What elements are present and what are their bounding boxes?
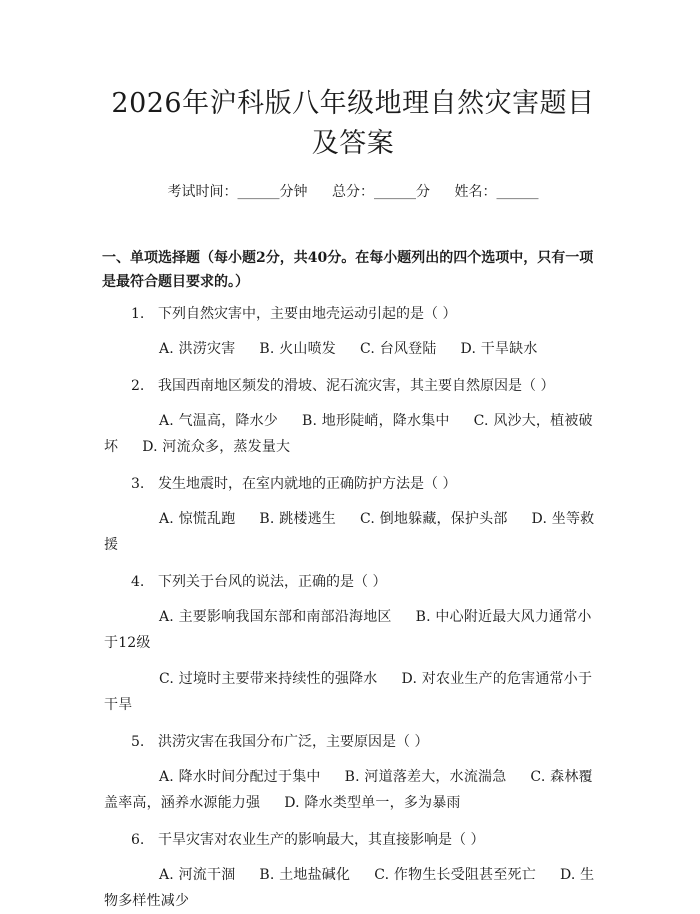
- question-number: 3.: [131, 476, 145, 492]
- question-options: [104, 408, 602, 460]
- option-a: A. 气温高，降水少: [159, 413, 279, 429]
- question-number: 4.: [131, 574, 145, 590]
- question-options: [104, 506, 602, 558]
- option-a: A. 降水时间分配过于集中: [159, 769, 321, 785]
- question-stem: [104, 472, 602, 496]
- question-stem: [104, 828, 602, 852]
- question-options: [104, 666, 602, 718]
- question-stem: [104, 570, 602, 594]
- option-a: A. 河流干涸: [159, 867, 236, 883]
- option-b: B. 地形陡峭，降水集中: [302, 413, 450, 429]
- option-d: D. 生物多样性减少: [104, 867, 595, 909]
- question-4: [104, 570, 602, 718]
- option-c: C. 森林覆盖率高，涵养水源能力强: [104, 769, 593, 811]
- option-a: A. 主要影响我国东部和南部沿海地区: [159, 609, 392, 625]
- option-b: B. 跳楼逃生: [259, 511, 337, 527]
- option-b: B. 河道落差大，水流湍急: [344, 769, 507, 785]
- option-d: D. 干旱缺水: [460, 341, 538, 357]
- option-b: B. 土地盐碱化: [259, 867, 351, 883]
- question-number: 1.: [131, 306, 145, 322]
- option-c: C. 作物生长受阻甚至死亡: [374, 867, 536, 883]
- question-options: [104, 604, 602, 656]
- question-text: 洪涝灾害在我国分布广泛，主要原因是（ ）: [158, 734, 429, 750]
- option-d: D. 降水类型单一，多为暴雨: [284, 795, 461, 811]
- option-c: C. 过境时主要带来持续性的强降水: [159, 671, 378, 687]
- question-stem: [104, 730, 602, 754]
- question-6: [104, 828, 602, 914]
- question-number: 5.: [131, 734, 145, 750]
- question-3: [104, 472, 602, 558]
- option-a: A. 惊慌乱跑: [159, 511, 236, 527]
- question-number: 6.: [131, 832, 145, 848]
- question-text: 发生地震时，在室内就地的正确防护方法是（ ）: [158, 476, 457, 492]
- question-2: [104, 374, 602, 460]
- option-d: D. 坐等救援: [104, 511, 595, 553]
- question-text: 下列自然灾害中，主要由地壳运动引起的是（ ）: [158, 306, 457, 322]
- option-d: D. 对农业生产的危害通常小于干旱: [104, 671, 593, 713]
- option-b: B. 中心附近最大风力通常小于12级: [104, 609, 592, 651]
- page-title: 2026年沪科版八年级地理自然灾害题目及答案: [111, 88, 595, 159]
- question-5: [104, 730, 602, 816]
- exam-info: [104, 182, 602, 202]
- question-text: 干旱灾害对农业生产的影响最大，其直接影响是（ ）: [158, 832, 485, 848]
- exam-time: 考试时间：______分钟: [167, 184, 308, 200]
- question-text: 下列关于台风的说法，正确的是（ ）: [158, 574, 387, 590]
- question-stem: [104, 302, 602, 326]
- question-text: 我国西南地区频发的滑坡、泥石流灾害，其主要自然原因是（ ）: [158, 378, 555, 394]
- student-name: 姓名：______: [454, 184, 539, 200]
- section-heading: 一、单项选择题（每小题2分，共40分。在每小题列出的四个选项中，只有一项是最符合题目要求的。）: [102, 250, 594, 290]
- question-1: [104, 302, 602, 362]
- question-number: 2.: [131, 378, 145, 394]
- option-c: C. 风沙大，植被破坏: [104, 413, 593, 455]
- option-a: A. 洪涝灾害: [159, 341, 236, 357]
- exam-total-score: 总分：______分: [332, 184, 430, 200]
- question-options: [104, 862, 602, 914]
- question-stem: [104, 374, 602, 398]
- option-c: C. 台风登陆: [360, 341, 437, 357]
- option-d: D. 河流众多，蒸发量大: [142, 439, 291, 455]
- question-options: [104, 764, 602, 816]
- option-c: C. 倒地躲藏，保护头部: [360, 511, 508, 527]
- option-b: B. 火山喷发: [259, 341, 337, 357]
- question-options: [104, 336, 602, 362]
